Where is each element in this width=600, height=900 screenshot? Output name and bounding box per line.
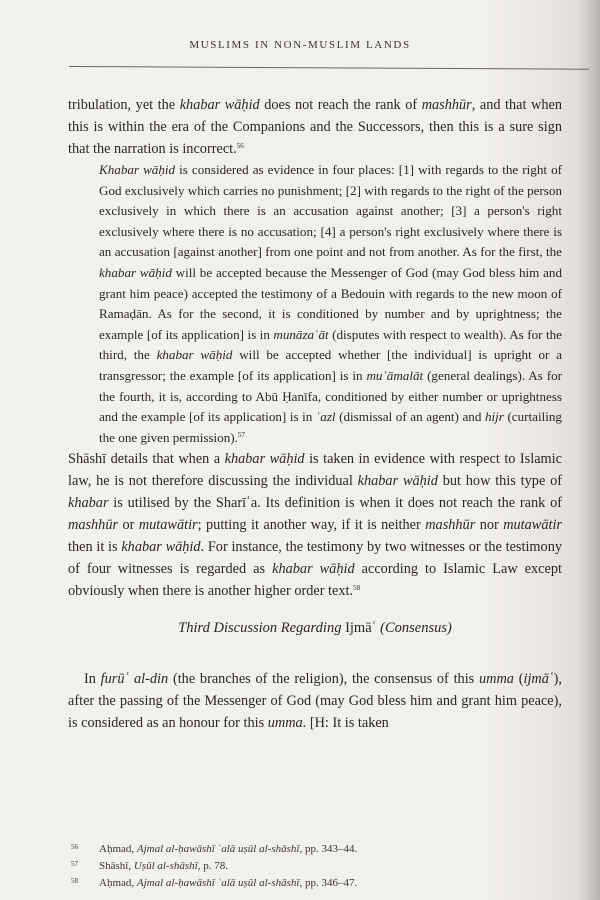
- italic-term: khabar wāḥid: [272, 561, 355, 578]
- paragraph-3: [68, 668, 562, 734]
- italic-term: khabar wāḥid: [99, 264, 172, 280]
- italic-term: muʿāmalāt: [366, 367, 424, 383]
- italic-term: khabar: [68, 495, 109, 512]
- italic-term: khabar wāḥid: [121, 539, 201, 556]
- footnote-title: Ajmal al-ḥawāshī ʿalā uṣūl al-shāshī: [136, 843, 300, 855]
- footnote: [71, 874, 551, 891]
- text: (general dealings). As for the fourth, it is, according to Abū Ḥanīfa, conditioned by either number or uprightness and the example [of its application] is in: [99, 367, 562, 425]
- italic-term: munāzaʿāt: [273, 326, 329, 342]
- text: will be accepted whether [the individual] is upright or a transgressor; the example [of its application] is in: [99, 347, 563, 383]
- text: . For instance, the testimony by two witnesses or the testimony of four witnesses is regarded as: [68, 539, 562, 578]
- footnote-title: Uṣūl al-shāshī: [133, 860, 198, 872]
- footnote-text: Aḥmad,: [99, 843, 137, 855]
- text: In: [84, 671, 101, 688]
- text: (: [513, 671, 524, 688]
- block-quote: [99, 160, 562, 448]
- italic-term: khabar wāḥid: [156, 347, 233, 363]
- footnote-number: 58: [71, 877, 78, 885]
- footnote-ref[interactable]: 57: [237, 430, 245, 439]
- text: according to Islamic Law except obviously when there is another higher order text.: [68, 561, 562, 600]
- italic-term: mashhūr: [425, 517, 476, 534]
- text: is taken in evidence with respect to Islamic law, he is not therefore discussing the individual: [68, 451, 563, 490]
- footnote: [71, 857, 551, 874]
- section-heading: [68, 617, 562, 639]
- text: . [H: It is taken: [302, 715, 389, 732]
- text: Shāshī details that when a: [68, 451, 225, 468]
- italic-term: mashhūr: [421, 97, 472, 113]
- running-header: MUSLIMS IN NON-MUSLIM LANDS: [189, 39, 411, 51]
- heading-term: Ijmāʿ: [345, 620, 377, 637]
- footnotes: [71, 840, 551, 891]
- footnote-text: , p. 78.: [197, 860, 228, 872]
- italic-term: Khabar wāḥid: [99, 162, 176, 177]
- text: is considered as evidence in four places: [1] with regards to the right of God exclusively which carries no punishment; [2] with regards to the right of the person exclusively in which there is an accusation against another; [3] a person's right exclusively where there is no accusation; [4] a person's right exclusively where there is an accusation [against another] from one point and not from another. As for the first, the: [99, 162, 562, 260]
- italic-term: hijr: [484, 409, 504, 425]
- italic-term: ʿazl: [315, 409, 336, 425]
- footnote-text: , pp. 343–44.: [299, 843, 358, 855]
- italic-term: mashhūr: [68, 517, 119, 534]
- footnote-title: Ajmal al-ḥawāshī ʿalā uṣūl al-shāshī: [136, 877, 300, 889]
- paragraph-2: [68, 448, 562, 602]
- main-text: [68, 94, 562, 734]
- text: or: [118, 517, 139, 534]
- italic-term: ijmāʿ: [523, 671, 554, 688]
- text: (dismissal of an agent) and: [335, 409, 485, 425]
- footnote-ref[interactable]: 56: [236, 142, 244, 150]
- text: (the branches of the religion), the consensus of this: [168, 671, 479, 688]
- text: tribulation, yet the: [68, 97, 180, 113]
- text: (disputes with respect to wealth). As for the third, the: [99, 326, 562, 363]
- heading-text: Third Discussion Regarding: [178, 620, 346, 637]
- text: does not reach the rank of: [259, 97, 422, 113]
- text: , and that when this is within the era of the Companions and the Successors, then this is a sure sign that the narration is incorrect.: [68, 97, 562, 157]
- text: but how this type of: [437, 473, 562, 490]
- footnote-number: 56: [71, 843, 78, 851]
- text: will be accepted because the Messenger of God (may God bless him and grant him peace) accepted the testimony of a Bedouin with regards to the new moon of Ramaḍān. As for the second, it is conditioned by number and by uprightness; the example [of its application] is in: [99, 264, 562, 342]
- footnote-rule: [69, 819, 225, 820]
- text: nor: [475, 517, 504, 534]
- italic-term: umma: [479, 671, 514, 688]
- footnote-ref[interactable]: 58: [353, 584, 361, 593]
- italic-term: mutawātir: [503, 517, 562, 534]
- italic-term: khabar wāḥid: [179, 97, 260, 113]
- text: is utilised by the Sharīʿa. Its definition is when it does not reach the rank of: [108, 495, 562, 512]
- footnote-text: Shāshī,: [99, 860, 134, 872]
- page-gutter-shadow: [578, 0, 600, 900]
- italic-term: khabar wāḥid: [224, 451, 305, 468]
- italic-term: mutawātir: [138, 517, 198, 534]
- italic-term: umma: [267, 715, 303, 732]
- italic-term: furūʿ al-din: [100, 671, 169, 688]
- footnote-text: Aḥmad,: [99, 877, 137, 889]
- paragraph-1: [68, 94, 562, 160]
- footnote-text: , pp. 346–47.: [299, 877, 358, 889]
- footnote: [71, 840, 551, 857]
- heading-text: (Consensus): [376, 620, 452, 637]
- text: ; putting it another way, if it is neither: [197, 517, 426, 534]
- text: ), after the passing of the Messenger of God (may God bless him and grant him peace), is considered as an honour for this: [68, 671, 563, 732]
- footnote-number: 57: [71, 860, 78, 868]
- italic-term: khabar wāḥid: [357, 473, 438, 490]
- text: (curtailing the one given permission).: [99, 409, 562, 445]
- text: then it is: [68, 539, 122, 556]
